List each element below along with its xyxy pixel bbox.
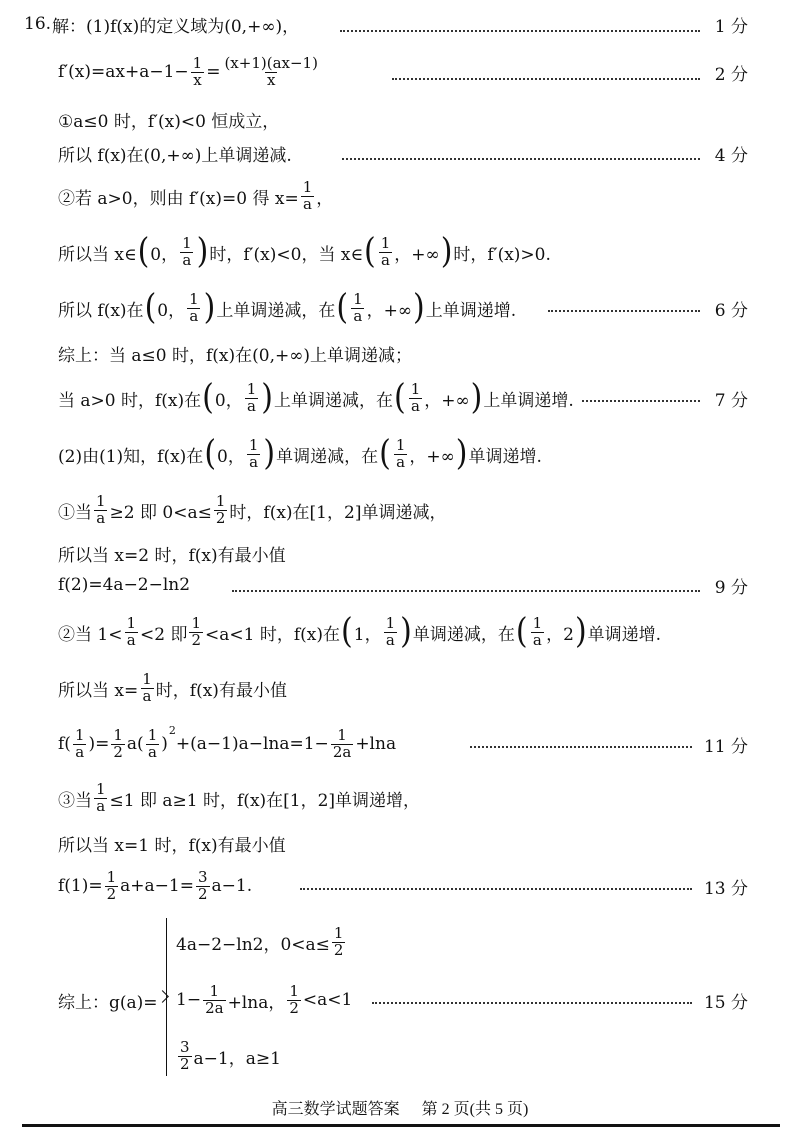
part2-intro: (2)由(1)知，f(x)在 ( 0， $\frac{1}{a}$ ) 单调递减，在 ( $\frac{1}{a}$ ，+∞ ) 单调递增.	[58, 433, 542, 474]
fraction: $\frac{1}{a}$	[380, 233, 391, 269]
score-leader	[548, 310, 700, 312]
score-2: 2 分	[714, 64, 748, 85]
line-7	[0, 284, 800, 332]
line-10	[0, 430, 800, 478]
fraction: $\frac{1}{2a}$	[332, 725, 352, 761]
fraction: $\frac{1}{a}$	[96, 779, 106, 815]
fraction: $\frac{1}{a}$	[302, 177, 313, 213]
fraction: $\frac{1}{a}$	[189, 289, 199, 325]
fraction: $\frac{1}{2}$	[191, 613, 202, 649]
fraction: $\frac{1}{a}$	[126, 613, 137, 649]
score-1: 1 分	[714, 16, 748, 37]
fraction: $\frac{1}{a}$	[532, 613, 543, 649]
fraction: $\frac{(x+1)(ax-1)}{x}$	[224, 53, 318, 89]
sign-analysis: 所以当 x∈ ( 0， $\frac{1}{a}$ ) 时，f′(x)<0，当 x∈ ( $\frac{1}{a}$ ，+∞ ) 时，f′(x)>0.	[58, 231, 551, 272]
line-15	[0, 664, 800, 712]
fraction: $\frac{1}{x}$	[192, 53, 203, 89]
score-leader	[392, 78, 700, 80]
piecewise-case-1: 4a−2−ln2，0<a≤ $\frac{1}{2}$	[176, 923, 344, 959]
line-14	[0, 608, 800, 656]
fraction: $\frac{1}{a}$	[147, 725, 158, 761]
min-value-note-3: 所以当 x=1 时，f(x)有最小值	[58, 835, 286, 856]
min-value-note-1: 所以当 x=2 时，f(x)有最小值	[58, 545, 286, 566]
score-leader	[470, 746, 692, 748]
score-leader	[232, 590, 700, 592]
fraction: $\frac{1}{a}$	[410, 379, 421, 415]
piecewise-case-3: $\frac{3}{2}$ a−1，a≥1	[180, 1037, 281, 1073]
score-leader	[372, 1002, 692, 1004]
line-17	[0, 774, 800, 822]
fraction: $\frac{3}{2}$	[180, 1037, 190, 1073]
case-row-2	[0, 976, 800, 1024]
footer-page-number: 第 2 页(共 5 页)	[421, 1101, 529, 1118]
score-9: 9 分	[714, 577, 748, 598]
case-row-3	[0, 1032, 800, 1080]
line-6	[0, 228, 800, 276]
case-1: ①当 $\frac{1}{a}$ ≥2 即 0<a≤ $\frac{1}{2}$ 时，f(x)在[1，2]单调递减，	[58, 491, 447, 527]
case-2: ②当 1< $\frac{1}{a}$ <2 即 $\frac{1}{2}$ <a<1 时，f(x)在 ( 1， $\frac{1}{a}$ ) 单调递减，在 ( $\frac{1}{a}$ ，2 ) 单调递增.	[58, 611, 662, 652]
score-leader	[300, 888, 692, 890]
summary-part2: 当 a>0 时，f(x)在 ( 0， $\frac{1}{a}$ ) 上单调递减，在 ( $\frac{1}{a}$ ，+∞ ) 上单调递增.	[58, 377, 574, 418]
score-leader	[582, 400, 700, 402]
score-13: 13 分	[703, 878, 748, 899]
line-1	[0, 8, 800, 40]
line-12	[0, 538, 800, 568]
case-3: ③当 $\frac{1}{a}$ ≤1 即 a≥1 时，f(x)在[1，2]单调递增，	[58, 779, 421, 815]
fraction: $\frac{1}{a}$	[246, 379, 257, 415]
summary-part1: 综上：当 a≤0 时，f(x)在(0,+∞)上单调递减；	[58, 345, 413, 366]
line-5	[0, 172, 800, 220]
exponent: 2	[168, 723, 176, 737]
fraction: $\frac{1}{2}$	[215, 491, 226, 527]
problem-number: 16.	[24, 14, 52, 34]
line-16	[0, 718, 800, 770]
f1-value: f(1)= $\frac{1}{2}$ a+a−1= $\frac{3}{2}$ a−1.	[58, 867, 253, 903]
line-13	[0, 570, 800, 600]
bottom-rule	[22, 1124, 780, 1127]
fraction: $\frac{1}{a}$	[74, 725, 85, 761]
domain-statement: 解：(1)f(x)的定义域为(0,+∞)，	[52, 16, 300, 37]
score-7: 7 分	[714, 390, 748, 411]
fraction: $\frac{1}{a}$	[96, 491, 106, 527]
line-19	[0, 862, 800, 910]
case-a-positive: ②若 a>0，则由 f′(x)=0 得 x= $\frac{1}{a}$ ，	[58, 177, 334, 213]
case-row-1	[0, 918, 800, 966]
min-value-note-2: 所以当 x= $\frac{1}{a}$ 时，f(x)有最小值	[58, 669, 287, 705]
decreasing-statement: 所以 f(x)在(0,+∞)上单调递减.	[58, 145, 292, 166]
line-11	[0, 486, 800, 534]
case-a-nonpositive: ①a≤0 时，f′(x)<0 恒成立，	[58, 111, 280, 132]
score-6: 6 分	[714, 300, 748, 321]
monotonic-intervals: 所以 f(x)在 ( 0， $\frac{1}{a}$ ) 上单调递减，在 ( $\frac{1}{a}$ ，+∞ ) 上单调递增.	[58, 287, 517, 328]
footer-title: 高三数学试题答案	[271, 1101, 400, 1118]
line-8	[0, 338, 800, 368]
line-18	[0, 828, 800, 858]
score-11: 11 分	[703, 736, 748, 757]
page-footer	[0, 1096, 800, 1119]
line-9	[0, 374, 800, 422]
summary-label: 综上：g(a)=	[58, 992, 158, 1013]
score-4: 4 分	[714, 145, 748, 166]
score-15: 15 分	[703, 992, 748, 1013]
fraction: $\frac{1}{2}$	[113, 725, 123, 761]
f2-value: f(2)=4a−2−ln2	[58, 575, 191, 595]
fraction: $\frac{1}{a}$	[385, 613, 396, 649]
f-one-over-a-value: f( $\frac{1}{a}$ )= $\frac{1}{2}$ a( $\frac{1}{a}$ ) 2 +(a−1)a−lna=1− $\frac{1}{2a}$ +lna	[58, 723, 397, 761]
fraction: $\frac{1}{a}$	[353, 289, 363, 325]
fraction: $\frac{3}{2}$	[198, 867, 208, 903]
fraction: $\frac{1}{a}$	[248, 435, 259, 471]
line-2	[0, 48, 800, 96]
fraction: $\frac{1}{a}$	[142, 669, 152, 705]
fraction: $\frac{1}{2}$	[333, 923, 344, 959]
line-3	[0, 104, 800, 134]
score-leader	[342, 158, 700, 160]
fraction: $\frac{1}{2}$	[106, 867, 117, 903]
line-4	[0, 138, 800, 168]
derivative-expression: f′(x)=ax+a−1− $\frac{1}{x}$ = $\frac{(x+1)(ax-1)}{x}$	[58, 53, 318, 89]
piecewise-case-2: 1− $\frac{1}{2a}$ +lna， $\frac{1}{2}$ <a<1	[176, 981, 353, 1017]
fraction: $\frac{1}{a}$	[395, 435, 406, 471]
fraction: $\frac{1}{2a}$	[205, 981, 224, 1017]
fraction: $\frac{1}{2}$	[289, 981, 299, 1017]
score-leader	[340, 30, 700, 32]
fraction: $\frac{1}{a}$	[182, 233, 192, 269]
